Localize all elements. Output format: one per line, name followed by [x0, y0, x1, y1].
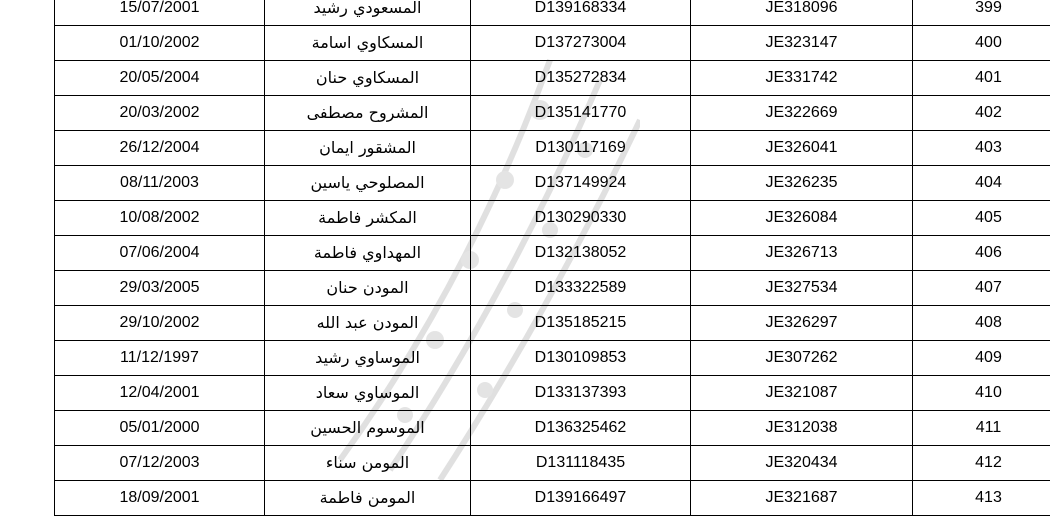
row-number-cell: 399 — [913, 0, 1050, 26]
birth-date-cell: 18/09/2001 — [55, 481, 265, 516]
row-number-cell: 402 — [913, 96, 1050, 131]
row-number-cell: 412 — [913, 446, 1050, 481]
national-id-cell: D136325462 — [471, 411, 691, 446]
registration-code-cell: JE323147 — [691, 26, 913, 61]
table-row — [55, 96, 1050, 131]
table-row — [55, 236, 1050, 271]
row-number-cell: 410 — [913, 376, 1050, 411]
registration-code-cell: JE312038 — [691, 411, 913, 446]
full-name-cell: المشروح مصطفى — [265, 96, 471, 131]
national-id-cell: D135141770 — [471, 96, 691, 131]
table-row — [55, 306, 1050, 341]
registration-code-cell: JE327534 — [691, 271, 913, 306]
row-number-cell: 404 — [913, 166, 1050, 201]
birth-date-cell: 01/10/2002 — [55, 26, 265, 61]
registration-code-cell: JE321687 — [691, 481, 913, 516]
row-number-cell: 400 — [913, 26, 1050, 61]
full-name-cell: المودن عبد الله — [265, 306, 471, 341]
row-number-cell: 406 — [913, 236, 1050, 271]
birth-date-cell: 07/06/2004 — [55, 236, 265, 271]
full-name-cell: المومن سناء — [265, 446, 471, 481]
birth-date-cell: 29/03/2005 — [55, 271, 265, 306]
national-id-cell: D130109853 — [471, 341, 691, 376]
registration-code-cell: JE326235 — [691, 166, 913, 201]
registration-code-cell: JE331742 — [691, 61, 913, 96]
full-name-cell: المشقور ايمان — [265, 131, 471, 166]
full-name-cell: المهداوي فاطمة — [265, 236, 471, 271]
registration-code-cell: JE320434 — [691, 446, 913, 481]
full-name-cell: الموسوم الحسين — [265, 411, 471, 446]
row-number-cell: 409 — [913, 341, 1050, 376]
birth-date-cell: 29/10/2002 — [55, 306, 265, 341]
national-id-cell: D131118435 — [471, 446, 691, 481]
birth-date-cell: 15/07/2001 — [55, 0, 265, 26]
registration-code-cell: JE326297 — [691, 306, 913, 341]
full-name-cell: المسكاوي اسامة — [265, 26, 471, 61]
table-row — [55, 446, 1050, 481]
row-number-cell: 408 — [913, 306, 1050, 341]
birth-date-cell: 07/12/2003 — [55, 446, 265, 481]
row-number-cell: 411 — [913, 411, 1050, 446]
national-id-cell: D135272834 — [471, 61, 691, 96]
full-name-cell: المومن فاطمة — [265, 481, 471, 516]
table-row — [55, 376, 1050, 411]
registration-code-cell: JE318096 — [691, 0, 913, 26]
national-id-cell: D130290330 — [471, 201, 691, 236]
birth-date-cell: 26/12/2004 — [55, 131, 265, 166]
full-name-cell: المسكاوي حنان — [265, 61, 471, 96]
birth-date-cell: 08/11/2003 — [55, 166, 265, 201]
national-id-cell: D137273004 — [471, 26, 691, 61]
full-name-cell: الموساوي سعاد — [265, 376, 471, 411]
national-id-cell: D130117169 — [471, 131, 691, 166]
full-name-cell: المودن حنان — [265, 271, 471, 306]
national-id-cell: D133322589 — [471, 271, 691, 306]
registration-code-cell: JE322669 — [691, 96, 913, 131]
table-row — [55, 26, 1050, 61]
national-id-cell: D132138052 — [471, 236, 691, 271]
table-row — [55, 411, 1050, 446]
row-number-cell: 405 — [913, 201, 1050, 236]
national-id-cell: D133137393 — [471, 376, 691, 411]
national-id-cell: D139166497 — [471, 481, 691, 516]
table-row — [55, 271, 1050, 306]
table-row — [55, 0, 1050, 26]
row-number-cell: 407 — [913, 271, 1050, 306]
birth-date-cell: 20/03/2002 — [55, 96, 265, 131]
birth-date-cell: 10/08/2002 — [55, 201, 265, 236]
full-name-cell: المكشر فاطمة — [265, 201, 471, 236]
full-name-cell: المسعودي رشيد — [265, 0, 471, 26]
records-table — [54, 0, 1050, 516]
row-number-cell: 401 — [913, 61, 1050, 96]
registration-code-cell: JE307262 — [691, 341, 913, 376]
registration-code-cell: JE326041 — [691, 131, 913, 166]
birth-date-cell: 11/12/1997 — [55, 341, 265, 376]
birth-date-cell: 05/01/2000 — [55, 411, 265, 446]
table-row — [55, 61, 1050, 96]
national-id-cell: D137149924 — [471, 166, 691, 201]
registration-code-cell: JE326084 — [691, 201, 913, 236]
table-row — [55, 201, 1050, 236]
birth-date-cell: 20/05/2004 — [55, 61, 265, 96]
registration-code-cell: JE326713 — [691, 236, 913, 271]
full-name-cell: المصلوحي ياسين — [265, 166, 471, 201]
row-number-cell: 403 — [913, 131, 1050, 166]
table-row — [55, 341, 1050, 376]
full-name-cell: الموساوي رشيد — [265, 341, 471, 376]
table-row — [55, 131, 1050, 166]
table-row — [55, 481, 1050, 516]
table-row — [55, 166, 1050, 201]
registration-code-cell: JE321087 — [691, 376, 913, 411]
row-number-cell: 413 — [913, 481, 1050, 516]
national-id-cell: D135185215 — [471, 306, 691, 341]
birth-date-cell: 12/04/2001 — [55, 376, 265, 411]
national-id-cell: D139168334 — [471, 0, 691, 26]
